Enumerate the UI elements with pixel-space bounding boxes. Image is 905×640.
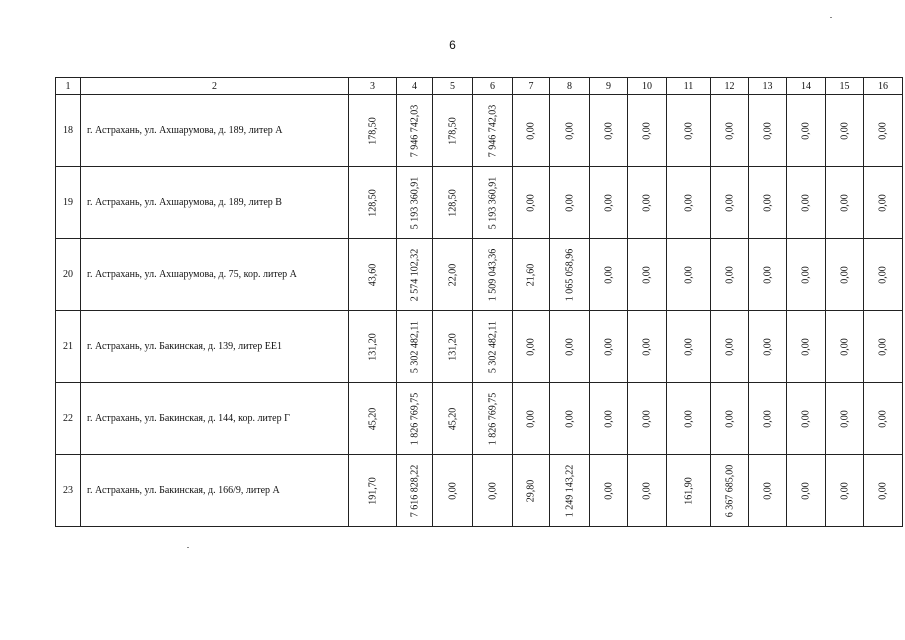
value-cell <box>397 167 433 239</box>
value-text: 0,00 <box>641 481 653 500</box>
value-text: 0,00 <box>839 121 850 140</box>
value-cell <box>667 455 711 527</box>
value-cell <box>667 239 711 311</box>
column-header: 1 <box>56 78 81 95</box>
value-text: 0,00 <box>800 265 812 284</box>
value-cell <box>787 455 826 527</box>
value-text: 0,00 <box>641 337 653 356</box>
value-text: 0,00 <box>762 409 773 428</box>
value-text: 0,00 <box>603 409 614 428</box>
value-text: 0,00 <box>603 121 614 140</box>
value-text: 5 302 482,11 <box>409 320 420 373</box>
value-cell <box>550 167 590 239</box>
value-cell <box>826 311 864 383</box>
value-text: 161,90 <box>683 476 694 505</box>
value-cell <box>433 383 473 455</box>
address-cell: г. Астрахань, ул. Бакинская, д. 166/9, литер А <box>81 455 349 527</box>
value-text: 0,00 <box>683 409 694 428</box>
column-header: 10 <box>628 78 667 95</box>
value-text: 5 193 360,91 <box>487 176 498 229</box>
value-text: 0,00 <box>877 337 889 356</box>
value-cell <box>749 455 787 527</box>
address-cell: г. Астрахань, ул. Ахшарумова, д. 189, литер В <box>81 167 349 239</box>
value-text: 45,20 <box>367 407 378 430</box>
value-cell <box>864 167 903 239</box>
table-row <box>56 239 903 311</box>
value-cell <box>513 455 550 527</box>
value-text: 45,20 <box>447 407 458 430</box>
value-text: 29,80 <box>525 479 537 502</box>
column-header: 6 <box>473 78 513 95</box>
value-cell <box>590 455 628 527</box>
table-body <box>56 78 903 527</box>
row-number: 18 <box>56 95 81 167</box>
value-cell <box>397 383 433 455</box>
value-text: 5 193 360,91 <box>409 176 420 229</box>
scan-speck <box>187 547 189 548</box>
value-cell <box>550 383 590 455</box>
column-header: 2 <box>81 78 349 95</box>
value-text: 131,20 <box>367 332 378 361</box>
value-cell <box>513 311 550 383</box>
value-text: 178,50 <box>367 116 378 145</box>
value-cell <box>513 383 550 455</box>
value-text: 128,50 <box>367 188 378 217</box>
value-text: 0,00 <box>603 337 614 356</box>
value-cell <box>433 167 473 239</box>
value-cell <box>667 95 711 167</box>
value-cell <box>590 239 628 311</box>
column-header: 14 <box>787 78 826 95</box>
value-text: 128,50 <box>447 188 458 217</box>
value-cell <box>550 239 590 311</box>
value-text: 0,00 <box>487 481 498 500</box>
value-text: 0,00 <box>800 121 812 140</box>
value-cell <box>787 239 826 311</box>
value-text: 7 616 828,22 <box>409 464 420 517</box>
value-cell <box>473 311 513 383</box>
address-cell: г. Астрахань, ул. Ахшарумова, д. 189, литер А <box>81 95 349 167</box>
scan-speck <box>830 17 832 18</box>
value-cell <box>749 383 787 455</box>
value-cell <box>711 239 749 311</box>
value-text: 0,00 <box>525 337 537 356</box>
column-header: 8 <box>550 78 590 95</box>
value-cell <box>628 239 667 311</box>
value-text: 0,00 <box>839 481 850 500</box>
value-text: 1 065 058,96 <box>564 248 575 301</box>
value-text: 43,60 <box>367 263 378 286</box>
value-cell <box>711 311 749 383</box>
value-cell <box>787 383 826 455</box>
value-text: 0,00 <box>564 409 575 428</box>
value-text: 7 946 742,03 <box>487 104 498 157</box>
value-cell <box>550 95 590 167</box>
value-cell <box>749 95 787 167</box>
value-text: 0,00 <box>839 337 850 356</box>
value-text: 0,00 <box>603 265 614 284</box>
value-cell <box>787 95 826 167</box>
value-cell <box>628 95 667 167</box>
value-text: 2 574 102,32 <box>409 248 420 301</box>
value-text: 1 249 143,22 <box>564 464 575 517</box>
table-row <box>56 455 903 527</box>
value-text: 0,00 <box>564 121 575 140</box>
value-cell <box>711 455 749 527</box>
value-text: 0,00 <box>877 481 889 500</box>
value-cell <box>473 383 513 455</box>
value-text: 0,00 <box>564 337 575 356</box>
value-text: 0,00 <box>800 409 812 428</box>
value-text: 0,00 <box>877 193 889 212</box>
value-text: 0,00 <box>762 265 773 284</box>
value-text: 0,00 <box>525 121 537 140</box>
value-text: 0,00 <box>839 409 850 428</box>
value-cell <box>787 311 826 383</box>
value-text: 0,00 <box>724 193 735 212</box>
address-cell: г. Астрахань, ул. Бакинская, д. 139, литер ЕЕ1 <box>81 311 349 383</box>
value-cell <box>550 455 590 527</box>
value-text: 0,00 <box>724 121 735 140</box>
row-number: 23 <box>56 455 81 527</box>
value-text: 0,00 <box>603 193 614 212</box>
value-text: 0,00 <box>447 481 458 500</box>
value-cell <box>864 311 903 383</box>
value-text: 22,00 <box>447 263 458 286</box>
address-cell: г. Астрахань, ул. Ахшарумова, д. 75, кор. литер А <box>81 239 349 311</box>
value-text: 1 509 043,36 <box>487 248 498 301</box>
value-cell <box>628 455 667 527</box>
value-text: 0,00 <box>724 265 735 284</box>
value-cell <box>864 239 903 311</box>
value-cell <box>628 311 667 383</box>
value-cell <box>349 383 397 455</box>
column-header: 11 <box>667 78 711 95</box>
value-text: 21,60 <box>525 263 537 286</box>
value-text: 0,00 <box>762 481 773 500</box>
value-cell <box>397 95 433 167</box>
value-cell <box>513 239 550 311</box>
value-text: 0,00 <box>839 265 850 284</box>
value-text: 0,00 <box>525 409 537 428</box>
value-cell <box>826 167 864 239</box>
value-cell <box>667 167 711 239</box>
value-text: 0,00 <box>683 265 694 284</box>
value-cell <box>473 455 513 527</box>
column-header: 3 <box>349 78 397 95</box>
value-cell <box>826 239 864 311</box>
header-row <box>56 78 903 95</box>
row-number: 21 <box>56 311 81 383</box>
value-text: 0,00 <box>683 193 694 212</box>
value-cell <box>433 455 473 527</box>
value-text: 6 367 685,00 <box>724 464 735 517</box>
value-cell <box>628 167 667 239</box>
value-cell <box>473 239 513 311</box>
value-text: 0,00 <box>800 481 812 500</box>
row-number: 22 <box>56 383 81 455</box>
register-table <box>55 77 903 527</box>
value-cell <box>711 167 749 239</box>
value-cell <box>397 239 433 311</box>
value-text: 0,00 <box>603 481 614 500</box>
value-cell <box>433 239 473 311</box>
value-cell <box>349 311 397 383</box>
value-cell <box>550 311 590 383</box>
value-cell <box>667 383 711 455</box>
value-text: 0,00 <box>683 121 694 140</box>
value-cell <box>433 311 473 383</box>
value-cell <box>826 383 864 455</box>
value-cell <box>473 167 513 239</box>
value-cell <box>513 95 550 167</box>
value-text: 0,00 <box>762 337 773 356</box>
value-text: 5 302 482,11 <box>487 320 498 373</box>
value-text: 0,00 <box>683 337 694 356</box>
value-cell <box>349 167 397 239</box>
value-cell <box>628 383 667 455</box>
value-cell <box>349 95 397 167</box>
value-text: 0,00 <box>877 121 889 140</box>
column-header: 9 <box>590 78 628 95</box>
table-row <box>56 383 903 455</box>
value-text: 0,00 <box>762 121 773 140</box>
value-text: 0,00 <box>724 337 735 356</box>
value-cell <box>749 239 787 311</box>
value-text: 0,00 <box>877 265 889 284</box>
value-text: 191,70 <box>367 476 378 505</box>
value-text: 0,00 <box>641 193 653 212</box>
address-cell: г. Астрахань, ул. Бакинская, д. 144, кор. литер Г <box>81 383 349 455</box>
column-header: 5 <box>433 78 473 95</box>
row-number: 20 <box>56 239 81 311</box>
value-text: 0,00 <box>800 337 812 356</box>
value-cell <box>433 95 473 167</box>
value-text: 7 946 742,03 <box>409 104 420 157</box>
value-text: 0,00 <box>525 193 537 212</box>
column-header: 13 <box>749 78 787 95</box>
column-header: 4 <box>397 78 433 95</box>
value-cell <box>397 311 433 383</box>
value-text: 0,00 <box>564 193 575 212</box>
value-cell <box>397 455 433 527</box>
value-cell <box>590 95 628 167</box>
value-text: 0,00 <box>762 193 773 212</box>
row-number: 19 <box>56 167 81 239</box>
value-text: 178,50 <box>447 116 458 145</box>
value-text: 1 826 769,75 <box>487 392 498 445</box>
value-cell <box>711 383 749 455</box>
value-cell <box>711 95 749 167</box>
value-cell <box>513 167 550 239</box>
value-cell <box>826 95 864 167</box>
value-cell <box>349 455 397 527</box>
value-cell <box>864 455 903 527</box>
value-text: 0,00 <box>877 409 889 428</box>
table-row <box>56 311 903 383</box>
value-cell <box>749 311 787 383</box>
value-text: 1 826 769,75 <box>409 392 420 445</box>
column-header: 16 <box>864 78 903 95</box>
value-cell <box>864 383 903 455</box>
value-cell <box>590 383 628 455</box>
value-cell <box>787 167 826 239</box>
value-cell <box>590 167 628 239</box>
value-text: 0,00 <box>641 265 653 284</box>
value-text: 0,00 <box>839 193 850 212</box>
value-text: 0,00 <box>641 409 653 428</box>
value-cell <box>749 167 787 239</box>
table-row <box>56 95 903 167</box>
value-cell <box>590 311 628 383</box>
value-cell <box>826 455 864 527</box>
value-text: 0,00 <box>724 409 735 428</box>
table-row <box>56 167 903 239</box>
value-text: 0,00 <box>641 121 653 140</box>
value-cell <box>473 95 513 167</box>
value-cell <box>667 311 711 383</box>
column-header: 12 <box>711 78 749 95</box>
page-number: 6 <box>449 38 456 52</box>
column-header: 15 <box>826 78 864 95</box>
column-header: 7 <box>513 78 550 95</box>
value-cell <box>349 239 397 311</box>
value-text: 0,00 <box>800 193 812 212</box>
value-cell <box>864 95 903 167</box>
value-text: 131,20 <box>447 332 458 361</box>
